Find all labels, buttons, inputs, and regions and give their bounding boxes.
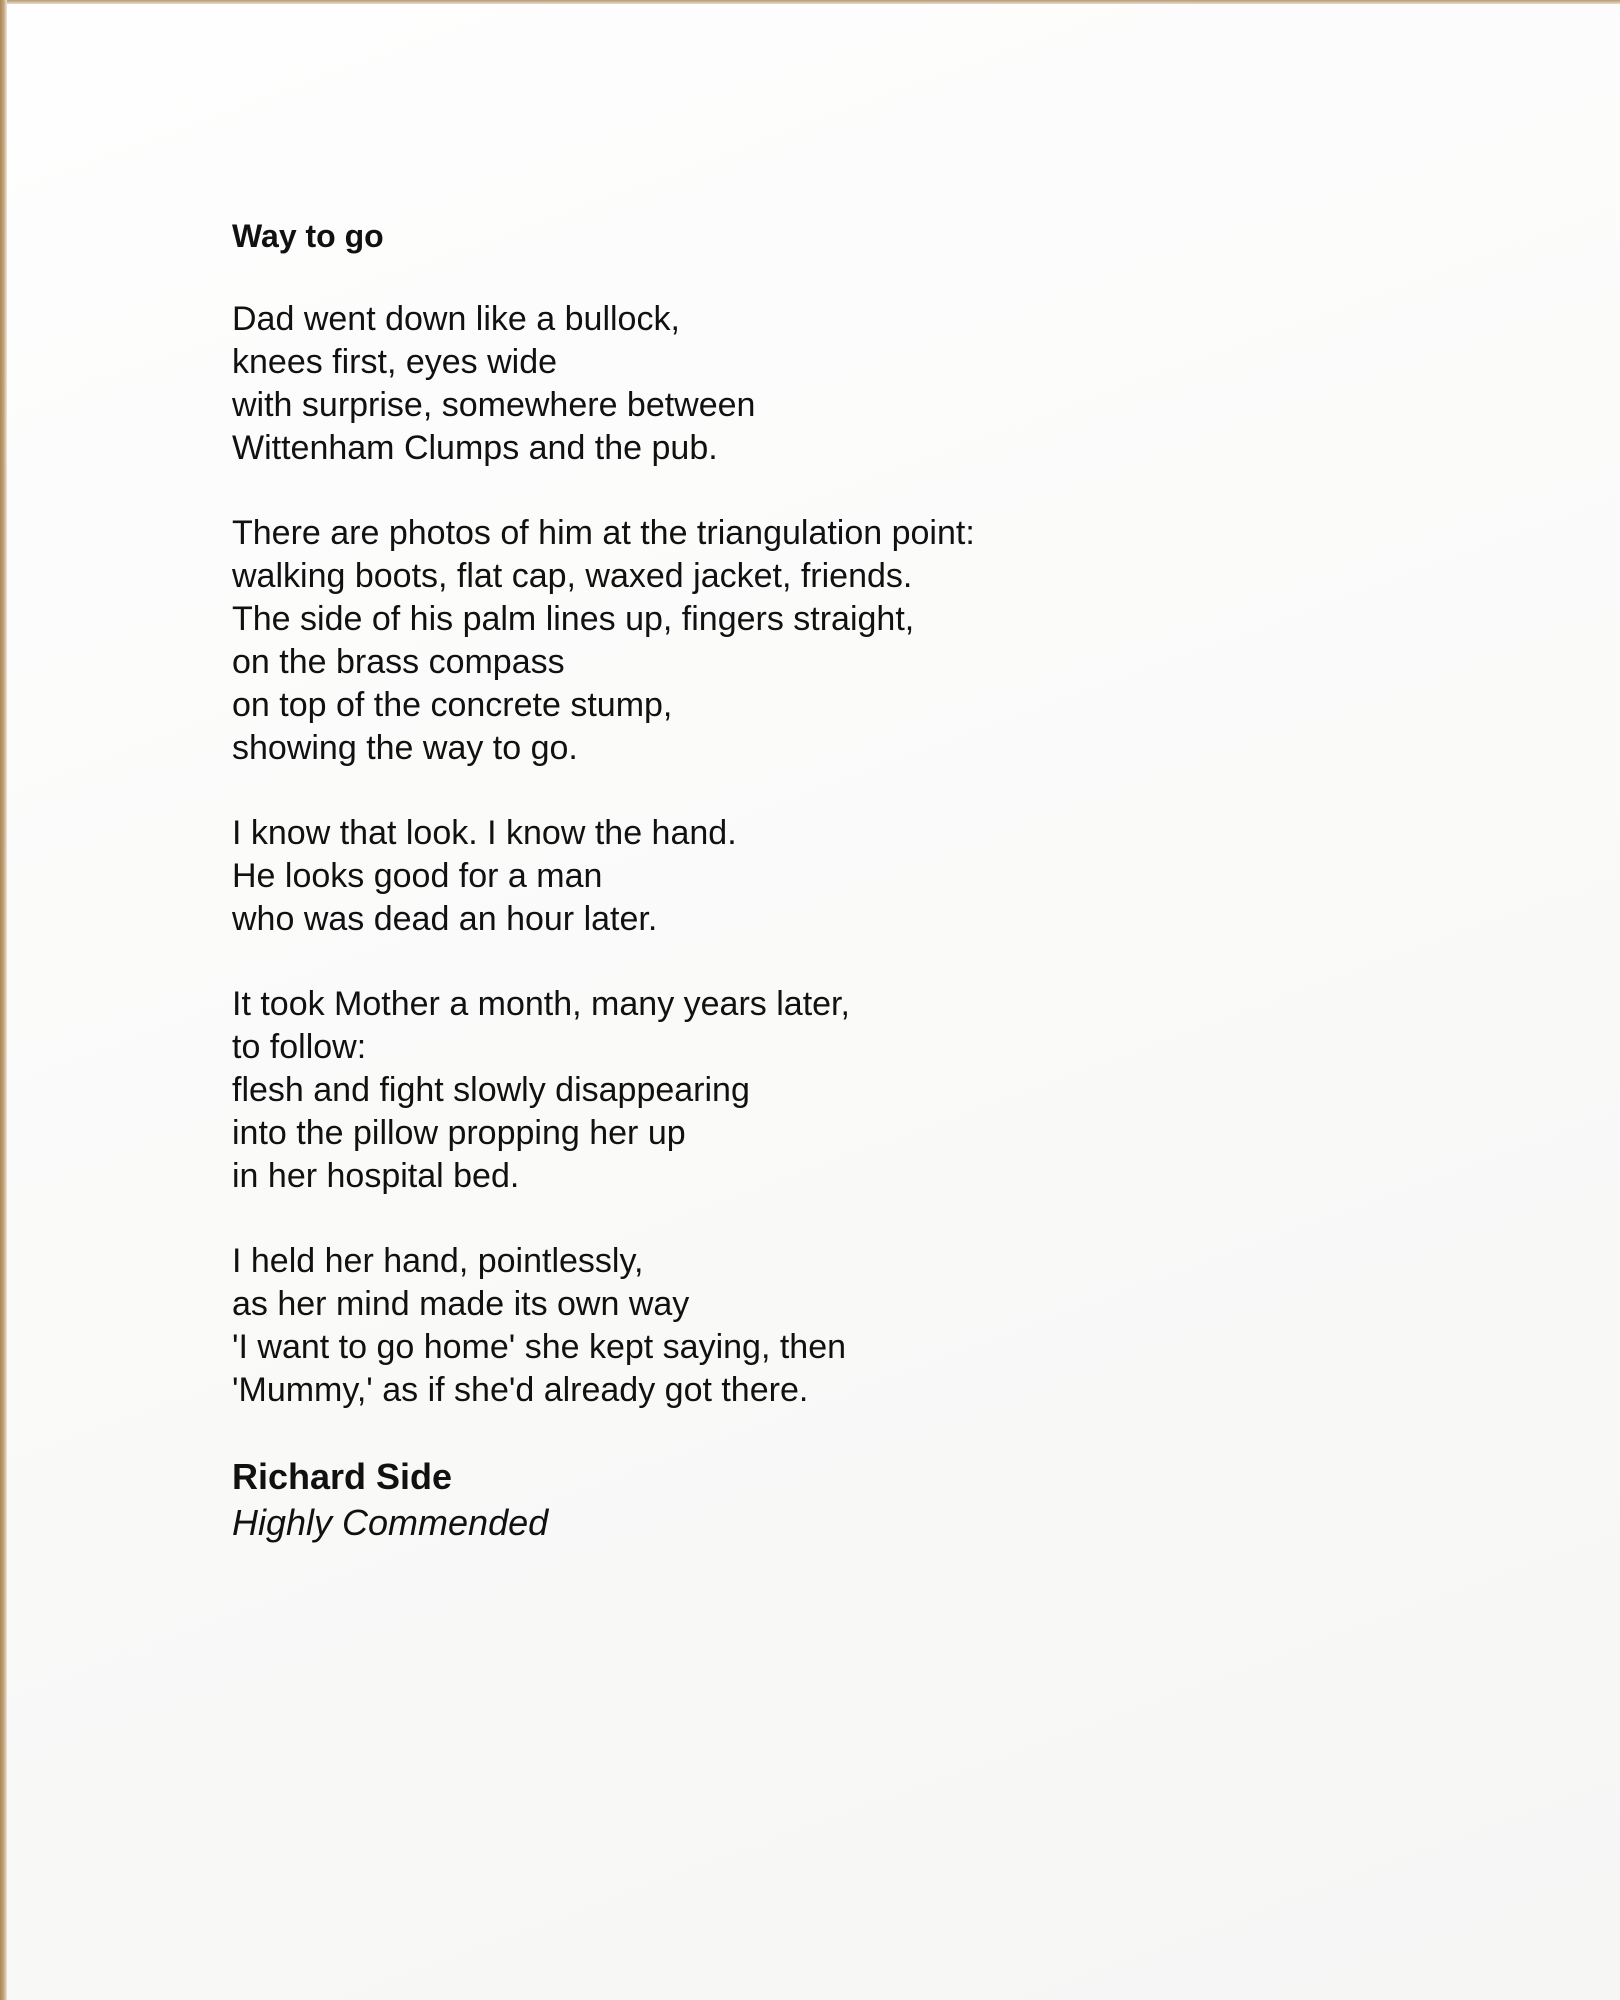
- poem-line: into the pillow propping her up: [232, 1114, 686, 1152]
- stanza-2: [232, 512, 1332, 770]
- poem-line: There are photos of him at the triangulation point:: [232, 514, 975, 552]
- poem-line: on top of the concrete stump,: [232, 686, 673, 724]
- paper-left-edge: [0, 0, 7, 2000]
- poem-line: who was dead an hour later.: [232, 900, 658, 938]
- poem-line: He looks good for a man: [232, 857, 603, 895]
- poem-line: in her hospital bed.: [232, 1157, 520, 1195]
- poem-line: Dad went down like a bullock,: [232, 300, 680, 338]
- poem-line: walking boots, flat cap, waxed jacket, friends.: [232, 557, 913, 595]
- poem-line: with surprise, somewhere between: [232, 386, 756, 424]
- stanza-3: [232, 812, 1332, 941]
- stanza-4: [232, 983, 1332, 1198]
- poem-line: on the brass compass: [232, 643, 565, 681]
- poem-line: I held her hand, pointlessly,: [232, 1242, 644, 1280]
- poem-line: The side of his palm lines up, fingers straight,: [232, 600, 915, 638]
- poem-title: Way to go: [232, 218, 384, 254]
- poem-line: as her mind made its own way: [232, 1285, 690, 1323]
- poem-line: 'Mummy,' as if she'd already got there.: [232, 1371, 809, 1409]
- poem: [232, 212, 1332, 1546]
- poem-line: flesh and fight slowly disappearing: [232, 1071, 750, 1109]
- poem-line: I know that look. I know the hand.: [232, 814, 737, 852]
- poem-line: 'I want to go home' she kept saying, then: [232, 1328, 847, 1366]
- poem-line: Wittenham Clumps and the pub.: [232, 429, 718, 467]
- poem-line: showing the way to go.: [232, 729, 578, 767]
- stanza-1: [232, 298, 1332, 470]
- stanza-5: [232, 1240, 1332, 1412]
- poem-line: It took Mother a month, many years later,: [232, 985, 850, 1023]
- poem-line: knees first, eyes wide: [232, 343, 558, 381]
- award-label: Highly Commended: [232, 1502, 549, 1543]
- poem-line: to follow:: [232, 1028, 367, 1066]
- author-name: Richard Side: [232, 1456, 453, 1497]
- paper-sheet: [7, 4, 1620, 2000]
